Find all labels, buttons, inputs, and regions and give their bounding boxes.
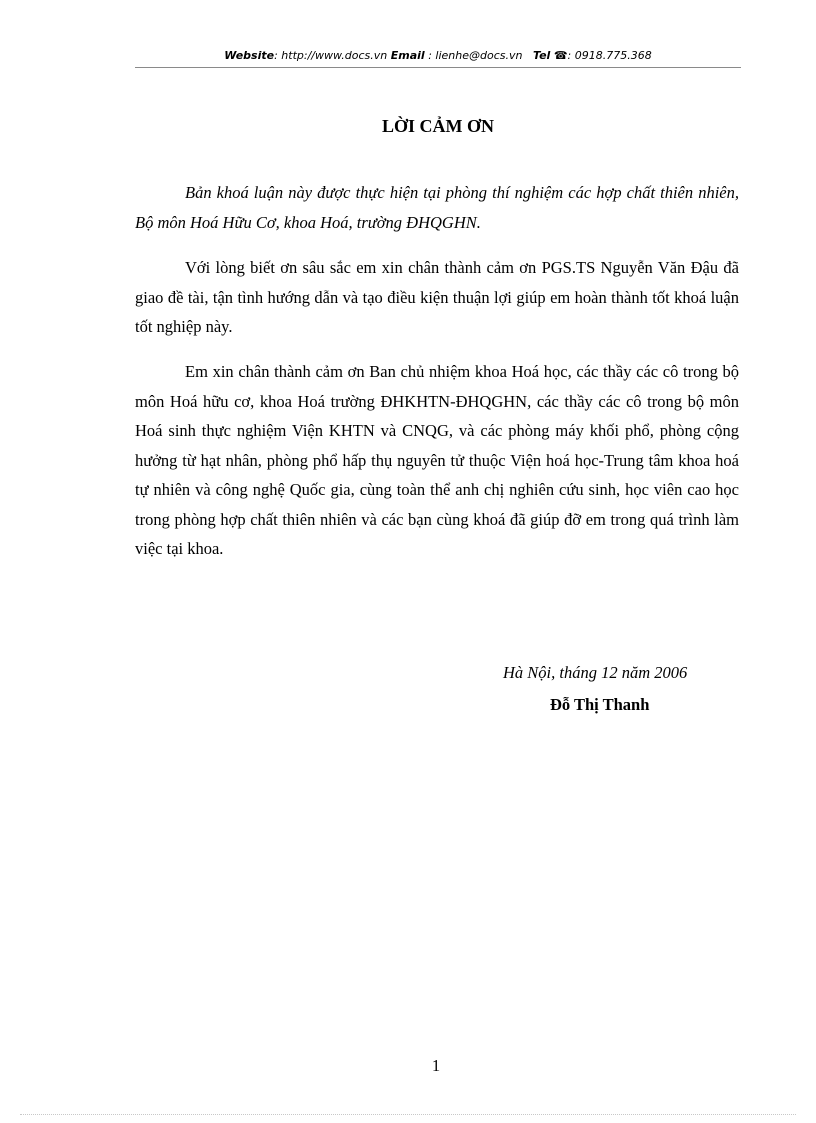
tel-label: Tel bbox=[532, 49, 551, 62]
signer-name: Đỗ Thị Thanh bbox=[550, 695, 650, 714]
page-number: 1 bbox=[431, 1056, 441, 1075]
date-line: Hà Nội, tháng 12 năm 2006 bbox=[503, 663, 688, 682]
email-label: Email bbox=[390, 49, 425, 62]
paragraph-acknowledgements: Em xin chân thành cảm ơn Ban chủ nhiệm khoa Hoá học, các thầy các cô trong bộ môn Hoá hữu cơ, khoa Hoá trường ĐHKHTN-ĐHQGHN, các thầy các cô trong bộ môn Hoá sinh thực nghiệm Viện KHTN và CNQG, và các phòng máy khối phổ, phòng cộng hưởng từ hạt nhân, phòng phổ hấp thụ nguyên tử thuộc Viện hoá học-Trung tâm khoa hoá tự nhiên và công nghệ Quốc gia, cùng toàn thể anh chị nghiên cứu sinh, học viên cao học trong phòng hợp chất thiên nhiên và các bạn cùng khoá đã giúp đỡ em trong quá trình làm việc tại khoa. bbox=[135, 362, 739, 558]
phone-icon: ☎ bbox=[553, 49, 568, 62]
website-label: Website bbox=[224, 49, 275, 62]
email-value: : lienhe@docs.vn bbox=[424, 49, 523, 62]
tel-value: : 0918.775.368 bbox=[567, 49, 652, 62]
paragraph-intro: Bản khoá luận này được thực hiện tại phòng thí nghiệm các hợp chất thiên nhiên, Bộ môn Hoá Hữu Cơ, khoa Hoá, trường ĐHQGHN. bbox=[135, 183, 739, 232]
website-value: : http://www.docs.vn bbox=[274, 49, 388, 62]
paragraph-supervisor: Với lòng biết ơn sâu sắc em xin chân thành cảm ơn PGS.TS Nguyễn Văn Đậu đã giao đề tài, tận tình hướng dẫn và tạo điều kiện thuận lợi giúp em hoàn thành tốt khoá luận tốt nghiệp này. bbox=[135, 258, 739, 336]
page-header bbox=[135, 47, 741, 68]
bottom-divider bbox=[20, 1114, 796, 1115]
page-title: LỜI CẢM ƠN bbox=[382, 116, 494, 136]
